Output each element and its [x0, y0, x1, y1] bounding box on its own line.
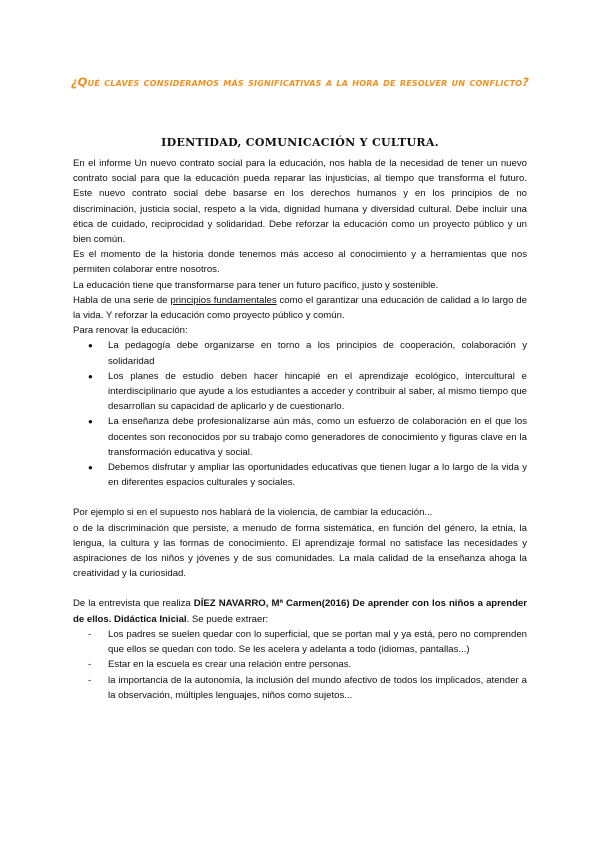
list-item	[88, 338, 527, 368]
list-item	[88, 369, 527, 415]
spacer	[73, 490, 527, 505]
bullet-icon: ●	[88, 417, 93, 427]
paragraph-1: En el informe Un nuevo contrato social para la educación, nos habla de la necesidad de tener un nuevo contrato social para que la educación pueda reparar las injusticias, al tiempo que transforma el futuro. Este nuevo contrato social debe basarse en los derechos humanos y en los principios de no discriminación, justicia social, respeto a la vida, dignidad humana y diversidad cultural. Debe incluir una ética de cuidado, reciprocidad y solidaridad. Debe reforzar la educación como un proyecto público y un bien común.	[73, 158, 527, 246]
spacer	[73, 581, 527, 596]
citation-bold: DÍEZ NAVARRO, Mª Carmen(2016) De aprender con los niños a aprender de ellos. Didáctica Inicial	[73, 598, 527, 625]
paragraph-4	[73, 293, 527, 323]
paragraph-8-end: . Se puede extraer:	[186, 613, 269, 625]
paragraph-4-end: como el garantizar una educación de calidad a lo largo de la vida. Y reforzar la educación como proyecto público y común.	[73, 294, 527, 322]
list-item-text: Estar en la escuela es crear una relación entre personas.	[108, 659, 352, 671]
paragraph-4-start: Habla de una serie de	[73, 294, 171, 306]
dash-icon: -	[88, 628, 92, 640]
list-item-text: La pedagogía debe organizarse en torno a los principios de cooperación, colaboración y solidaridad	[108, 340, 527, 367]
list-item-text: la importancia de la autonomía, la inclusión del mundo afectivo de todos los implicados, atender a la observación, múltiples lenguajes, niños como sujetos...	[108, 674, 527, 701]
paragraph-8-start: De la entrevista que realiza	[73, 598, 194, 610]
list-item	[88, 673, 527, 703]
paragraph-6: Por ejemplo si en el supuesto nos hablará de la violencia, de cambiar la educación...	[73, 507, 433, 519]
list-item-text: Los planes de estudio deben hacer hincapié en el aprendizaje ecológico, intercultural e interdisciplinario que ayude a los estudiantes a acceder y contribuir al saber, al mismo tiempo que desarrollan su capacidad de aplicarlo y de cuestionarlo.	[108, 370, 527, 413]
list-item	[88, 414, 527, 460]
dash-icon: -	[88, 674, 92, 686]
bullet-list	[73, 338, 527, 490]
paragraph-7: o de la discriminación que persiste, a menudo de forma sistemática, en función del género, la etnia, la lengua, la cultura y las formas de conocimiento. El aprendizaje formal no satisface las necesidades y aspiraciones de los niños y jóvenes y de sus comunidades. La mala calidad de la enseñanza ahoga la creatividad y la curiosidad.	[73, 522, 527, 580]
dash-list	[73, 627, 527, 703]
paragraph-5: Para renovar la educación:	[73, 325, 188, 337]
bullet-icon: ●	[88, 341, 93, 351]
document-title: ¿Qué claves consideramos más significativas a la hora de resolver un conflicto?	[70, 75, 530, 89]
bullet-icon: ●	[88, 463, 93, 473]
list-item-text: Los padres se suelen quedar con lo superficial, que se portan mal y ya está, pero no comprenden que ellos se quedan con todo. Se les acelera y adelanta a todo (idiomas, pantallas...)	[108, 628, 527, 656]
list-item-text: La enseñanza debe profesionalizarse aún más, como un esfuerzo de colaboración en el que los docentes son reconocidos por su trabajo como generadores de conocimiento y figuras clave en la transformación educativa y social.	[108, 416, 527, 458]
paragraph-8	[73, 596, 527, 626]
list-item	[88, 460, 527, 490]
paragraph-3: La educación tiene que transformarse para tener un futuro pacífico, justo y sostenible.	[73, 279, 439, 291]
bullet-icon: ●	[88, 371, 93, 381]
principios-link[interactable]: principios fundamentales	[170, 294, 277, 306]
section-heading: IDENTIDAD, COMUNICACIÓN Y CULTURA.	[161, 136, 439, 149]
list-item-text: Debemos disfrutar y ampliar las oportunidades educativas que tienen lugar a lo largo de la vida y en diferentes espacios culturales y sociales.	[108, 462, 527, 489]
document-body	[73, 156, 527, 703]
list-item	[88, 627, 527, 657]
dash-icon: -	[88, 659, 92, 671]
paragraph-2: Es el momento de la historia donde tenemos más acceso al conocimiento y a herramientas que nos permiten colaborar entre nosotros.	[73, 249, 527, 276]
list-item	[88, 657, 527, 672]
